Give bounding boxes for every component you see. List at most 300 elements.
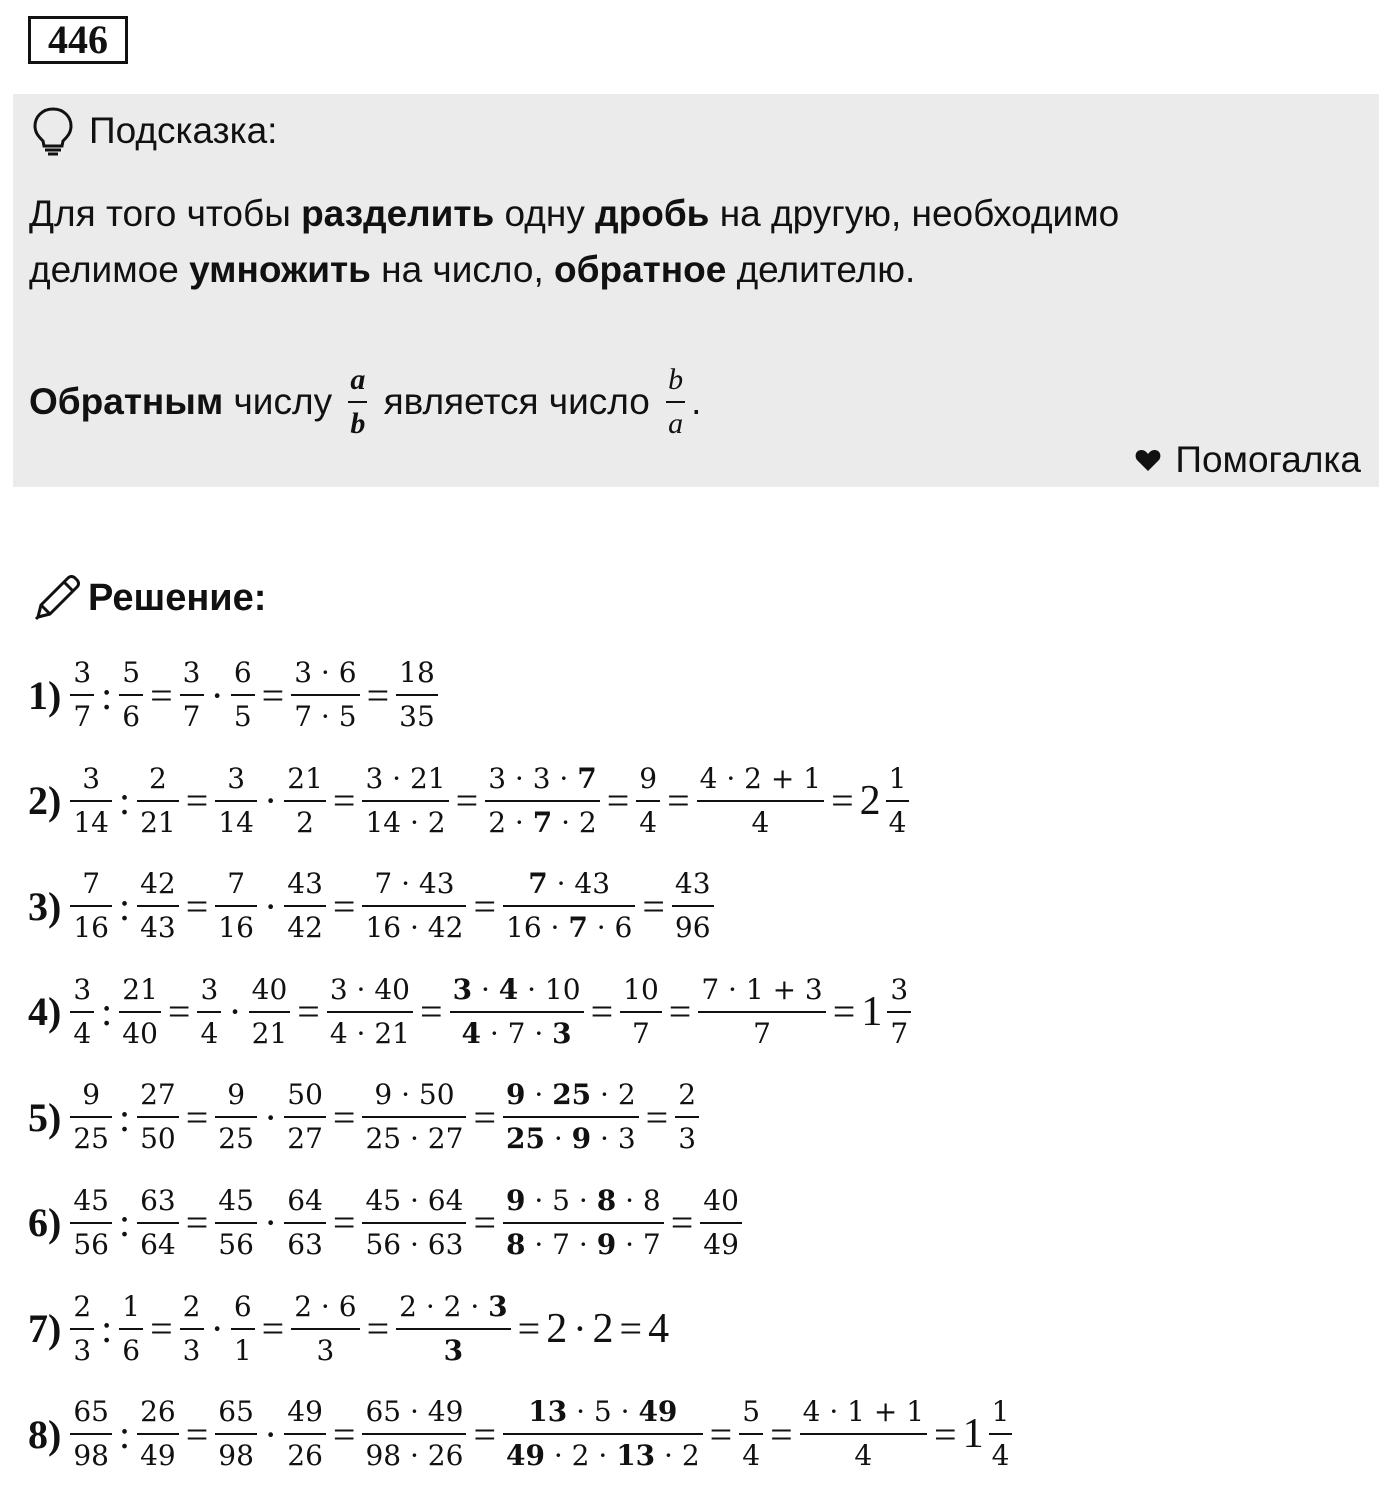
cancelled-factor: 4 [461, 1016, 481, 1050]
fraction-bar [137, 1222, 179, 1224]
cancelled-factor: 7 [577, 761, 597, 795]
fraction [672, 866, 714, 946]
fraction-numerator: 43 [674, 867, 711, 901]
operator: = [366, 672, 390, 718]
fraction-denominator: 4 [200, 1016, 219, 1050]
fraction [396, 1289, 511, 1369]
equation-label: 3) [28, 883, 62, 929]
fraction-bar [231, 694, 255, 696]
operator: = [709, 1411, 733, 1457]
hint-keyword: умножить [189, 249, 371, 290]
solution-title: Решение: [88, 576, 267, 619]
fraction [284, 761, 326, 841]
fraction-numerator: 65 [218, 1395, 254, 1429]
fraction [70, 761, 112, 841]
operator: = [261, 672, 285, 718]
equation-row [28, 1072, 1015, 1162]
operator: · [210, 1306, 224, 1352]
fraction-denominator: 43 [140, 911, 176, 945]
hint-text-segment: одну [494, 193, 596, 234]
fraction-numerator: 13 · 5 · 49 [528, 1395, 678, 1429]
fraction-denominator [441, 1333, 466, 1369]
fraction [137, 1394, 179, 1474]
fraction [70, 655, 94, 735]
fraction-denominator: 98 [73, 1439, 109, 1473]
equation-row [28, 756, 1015, 846]
fraction-bar [800, 1433, 927, 1435]
fraction-denominator: 7 [182, 700, 201, 733]
fraction [215, 1077, 257, 1157]
fraction [70, 972, 94, 1052]
operator: = [150, 672, 173, 718]
operator: = [332, 778, 356, 824]
cancelled-factor: 3 [452, 972, 473, 1006]
fraction-b-over-a [666, 362, 685, 442]
fraction-bar [180, 694, 204, 696]
fraction-numerator: 9 [639, 761, 658, 795]
fraction-denominator: 40 [122, 1016, 158, 1050]
equation-row [28, 1389, 1015, 1479]
operator: = [185, 1200, 209, 1246]
fraction [70, 866, 112, 946]
fraction-bar [284, 1116, 326, 1118]
fraction-numerator: 3 [73, 656, 92, 689]
operator: = [667, 778, 690, 824]
fraction-bar [231, 1328, 255, 1330]
fraction-denominator: 56 [218, 1227, 254, 1261]
fraction-denominator: 3 [182, 1333, 201, 1367]
fraction-numerator: 43 [287, 867, 323, 901]
cancelled-factor: 7 [528, 867, 548, 901]
fraction [70, 1394, 112, 1474]
operator: · [210, 672, 224, 718]
fraction-bar [197, 1011, 221, 1013]
problem-number: 446 [28, 16, 128, 64]
heart-icon [1135, 448, 1161, 472]
fraction-denominator: 4 · 7 · 3 [461, 1016, 572, 1050]
fraction-denominator: 7 [890, 1016, 909, 1050]
reciprocal-word: Обратным [29, 381, 224, 422]
fraction-bar [698, 1011, 825, 1013]
fraction-bar [362, 1433, 466, 1435]
brand-name: Помогалка [1175, 439, 1361, 480]
hint-title: Подсказка: [89, 110, 278, 151]
fraction-denominator: 4 [742, 1439, 761, 1473]
fraction-bar [291, 694, 359, 696]
fraction-denominator: 3 [316, 1333, 335, 1367]
operator: = [185, 778, 209, 824]
fraction-numerator: 3 · 6 [294, 656, 357, 689]
operator: : [118, 778, 131, 824]
fraction-denominator: 64 [140, 1227, 176, 1261]
hint-keyword: дробь [595, 193, 710, 234]
fraction-bar [70, 905, 112, 907]
fraction [362, 1394, 466, 1474]
fraction-denominator: 2 · 7 · 2 [488, 805, 597, 839]
cancelled-factor: 13 [616, 1439, 656, 1473]
fraction-bar [700, 1222, 742, 1224]
fraction-numerator: 1 [888, 761, 907, 795]
fraction-bar [70, 1433, 112, 1435]
fraction-numerator: 21 [122, 972, 158, 1006]
fraction-denominator: 26 [287, 1439, 323, 1473]
fraction-bar [485, 800, 600, 802]
fraction-bar [450, 1011, 584, 1013]
fraction-bar [215, 905, 257, 907]
fraction [396, 655, 438, 735]
fraction-bar [887, 1011, 911, 1013]
cancelled-factor: 8 [506, 1227, 526, 1261]
fraction [362, 761, 448, 841]
operator: = [366, 1306, 390, 1352]
fraction-numerator: 2 · 6 [294, 1289, 357, 1323]
fraction-denominator: 3 [678, 1122, 697, 1156]
operator: = [261, 1306, 285, 1352]
fraction [180, 655, 204, 735]
fraction-numerator: 2 [149, 761, 167, 795]
hint-text-segment: на число, [370, 249, 555, 290]
fraction-denominator: 4 [73, 1016, 92, 1050]
operator: = [606, 778, 630, 824]
fraction [700, 1183, 742, 1263]
fraction-bar [636, 800, 660, 802]
fraction [739, 1394, 763, 1474]
fraction-numerator: 9 [227, 1078, 246, 1112]
fraction-numerator: 1 [991, 1395, 1010, 1429]
cancelled-factor: 13 [528, 1395, 568, 1429]
fraction-denominator: 8 · 7 · 9 · 7 [506, 1227, 661, 1261]
fraction-bar [215, 1433, 257, 1435]
fraction [291, 655, 359, 735]
operator: = [590, 989, 614, 1035]
fraction-numerator: 2 [182, 1289, 201, 1323]
fraction-bar [70, 694, 94, 696]
equation-label: 2) [28, 778, 62, 824]
fraction-bar [675, 1116, 699, 1118]
fraction [485, 761, 600, 841]
equation-label: 5) [28, 1094, 62, 1140]
fraction-denominator: 1 [233, 1333, 252, 1367]
fraction [697, 761, 824, 841]
fraction-denominator: 98 [218, 1439, 254, 1473]
fraction-bar [180, 1328, 204, 1330]
fraction-bar [70, 1116, 112, 1118]
fraction-denominator: 56 [73, 1227, 109, 1261]
hint-paragraph [29, 186, 1349, 298]
operator: = [832, 989, 856, 1035]
fraction-bar [70, 1328, 94, 1330]
lightbulb-icon [31, 106, 75, 156]
fraction [70, 1077, 112, 1157]
cancelled-factor: 3 [443, 1333, 464, 1367]
fraction [215, 866, 257, 946]
fraction-denominator: 4 [639, 805, 658, 839]
fraction-numerator: 65 · 49 [365, 1395, 464, 1429]
fraction-numerator: 6 [233, 1289, 252, 1323]
operator: = [185, 1094, 209, 1140]
fraction-numerator: 9 · 5 · 8 · 8 [506, 1183, 661, 1217]
fraction-denominator: 21 [140, 805, 176, 839]
cancelled-factor: 9 [596, 1227, 617, 1261]
fraction [284, 866, 326, 946]
fraction-numerator: 27 [140, 1078, 176, 1112]
fraction-denominator: 25 · 9 · 3 [506, 1122, 636, 1156]
hint-header [31, 106, 277, 156]
fraction-numerator: 45 [218, 1183, 254, 1217]
fraction [503, 1394, 703, 1474]
fraction [70, 1289, 94, 1369]
fraction-bar [284, 800, 326, 802]
fraction [119, 1289, 143, 1369]
cancelled-factor: 9 [506, 1183, 526, 1217]
fraction-numerator: 40 [703, 1183, 739, 1217]
fraction [197, 972, 221, 1052]
fraction-bar [249, 1011, 291, 1013]
fraction-numerator: 3 · 4 · 10 [452, 972, 581, 1006]
fraction-numerator: 65 [73, 1395, 109, 1429]
equation-row [28, 1284, 1015, 1374]
fraction-numerator: 7 · 43 [528, 867, 611, 901]
operator: = [473, 883, 496, 929]
fraction [503, 1183, 664, 1263]
fraction-numerator: 4 · 2 + 1 [699, 761, 822, 795]
fraction-bar [70, 800, 112, 802]
operator: = [420, 989, 443, 1035]
fraction-denominator: 14 [73, 805, 109, 839]
hint-text-segment: делителю. [726, 249, 916, 290]
fraction-denominator: 4 · 21 [329, 1016, 410, 1050]
fraction-numerator: 9 · 50 [374, 1078, 455, 1112]
fraction-denominator: 5 [233, 700, 252, 733]
fraction [989, 1394, 1013, 1474]
operator: = [642, 883, 665, 929]
fraction-numerator: 7 [227, 867, 246, 901]
fraction-numerator: 3 [82, 761, 101, 795]
fraction-numerator: 18 [399, 656, 435, 689]
fraction-numerator: 40 [251, 972, 288, 1006]
fraction-numerator: 45 · 64 [365, 1183, 464, 1217]
operator: : [101, 1306, 113, 1352]
fraction [70, 1183, 112, 1263]
solution-equations [28, 650, 1015, 1495]
fraction-numerator: 3 [227, 761, 246, 795]
fraction-denominator: 16 · 42 [365, 911, 464, 945]
fraction-bar [503, 1433, 703, 1435]
fraction-numerator: 7 · 1 + 3 [701, 972, 823, 1006]
cancelled-factor: 49 [638, 1395, 678, 1429]
operator: · [263, 1200, 278, 1246]
fraction-numerator: 4 · 1 + 1 [802, 1395, 925, 1429]
fraction [327, 972, 413, 1052]
fraction-denominator: 21 [251, 1016, 288, 1050]
fraction-bar [137, 1116, 179, 1118]
cancelled-factor: 25 [552, 1078, 592, 1112]
operator: = [668, 989, 692, 1035]
fraction [137, 866, 179, 946]
fraction-bar [886, 800, 910, 802]
fraction-denominator: 6 [122, 1333, 141, 1367]
fraction-denominator: 16 [218, 911, 254, 945]
fraction [249, 972, 291, 1052]
fraction-denominator: 50 [140, 1122, 176, 1156]
operator: : [118, 883, 131, 929]
fraction-bar [70, 1222, 112, 1224]
fraction-numerator: a [350, 363, 366, 396]
fraction-denominator: 4 [991, 1439, 1010, 1473]
operator: : [118, 1200, 131, 1246]
fraction [231, 1289, 255, 1369]
whole-number: 2 [546, 1305, 568, 1352]
fraction-numerator: 42 [140, 867, 176, 901]
fraction-denominator: 98 · 26 [365, 1439, 464, 1473]
fraction-bar [362, 905, 466, 907]
operator: = [670, 1200, 694, 1246]
reciprocal-line [29, 362, 701, 442]
fraction-bar [119, 1011, 161, 1013]
brand [1135, 439, 1361, 481]
fraction-numerator: 5 [742, 1395, 761, 1429]
fraction-numerator: 26 [140, 1395, 176, 1429]
fraction-denominator: 7 [632, 1016, 650, 1050]
operator: · [263, 883, 278, 929]
equation-row [28, 861, 1015, 951]
fraction-bar [119, 1328, 143, 1330]
fraction [362, 1077, 466, 1157]
equation-label: 6) [28, 1200, 62, 1246]
fraction-bar [119, 694, 143, 696]
fraction [119, 655, 143, 735]
hint-text-segment: делимое [29, 249, 190, 290]
whole-number: 4 [648, 1305, 670, 1352]
reciprocal-text-1: числу [223, 381, 343, 422]
fraction-numerator: 5 [122, 656, 141, 689]
fraction-numerator: 50 [287, 1078, 323, 1112]
fraction-bar [362, 1222, 466, 1224]
fraction-bar [291, 1328, 359, 1330]
fraction-numerator: 6 [233, 656, 252, 689]
fraction-numerator: 3 [890, 972, 909, 1006]
fraction-denominator: 7 · 5 [294, 700, 357, 733]
fraction [887, 972, 911, 1052]
fraction-denominator: 49 [703, 1227, 739, 1261]
fraction-numerator: 9 [82, 1078, 101, 1112]
fraction [284, 1394, 326, 1474]
fraction-denominator: 16 · 7 · 6 [506, 911, 633, 945]
fraction-numerator: 3 [200, 972, 219, 1006]
fraction-bar [503, 905, 635, 907]
operator: = [831, 778, 854, 824]
fraction [800, 1394, 927, 1474]
fraction-bar [697, 800, 824, 802]
fraction-bar [672, 905, 714, 907]
fraction-bar [620, 1011, 662, 1013]
fraction-numerator: 21 [287, 761, 323, 795]
fraction [215, 761, 257, 841]
fraction [137, 1183, 179, 1263]
cancelled-factor: 9 [506, 1078, 526, 1112]
fraction-denominator: 14 · 2 [365, 805, 446, 839]
fraction-numerator: 7 · 43 [374, 867, 455, 901]
hint-text-segment: на другую, необходимо [709, 193, 1120, 234]
fraction-denominator: 4 [751, 805, 770, 839]
equation-label: 1) [28, 672, 62, 718]
operator: : [118, 1094, 131, 1140]
operator: = [332, 1094, 356, 1140]
fraction-bar [739, 1433, 763, 1435]
operator: · [263, 1411, 278, 1457]
fraction-numerator: 10 [623, 972, 659, 1006]
cancelled-factor: 7 [532, 805, 553, 839]
reciprocal-text-2: является число [373, 381, 661, 422]
fraction-bar [396, 1328, 511, 1330]
fraction-bar [362, 1116, 466, 1118]
operator: : [101, 989, 113, 1035]
operator: = [332, 883, 356, 929]
cancelled-factor: 3 [552, 1016, 572, 1050]
operator: = [455, 778, 479, 824]
operator: = [185, 883, 209, 929]
fraction-a-over-b [348, 362, 367, 442]
fraction [291, 1289, 359, 1369]
fraction-bar [362, 800, 448, 802]
hint-box [13, 94, 1379, 487]
fraction [215, 1183, 257, 1263]
cancelled-factor: 9 [571, 1122, 592, 1156]
fraction-numerator: 64 [287, 1183, 323, 1217]
fraction-bar [284, 905, 326, 907]
fraction-bar [215, 1116, 257, 1118]
equation-row [28, 967, 1015, 1057]
fraction-bar [989, 1433, 1013, 1435]
fraction-bar [327, 1011, 413, 1013]
fraction-denominator: 16 [73, 911, 109, 945]
whole-number: 2 [859, 777, 881, 824]
cancelled-factor: 3 [488, 1289, 508, 1323]
fraction-denominator: 7 [753, 1016, 771, 1050]
fraction [886, 761, 910, 841]
fraction-denominator: a [668, 407, 684, 440]
fraction [675, 1077, 699, 1157]
hint-text-segment: Для того чтобы [29, 193, 302, 234]
equation-label: 8) [28, 1411, 62, 1457]
fraction-numerator: 3 · 3 · 7 [488, 761, 597, 795]
fraction [450, 972, 584, 1052]
fraction-denominator: 35 [399, 700, 435, 733]
fraction-numerator: 2 · 2 · 3 [399, 1289, 508, 1323]
fraction-denominator: 27 [287, 1122, 323, 1156]
fraction [698, 972, 825, 1052]
fraction-denominator: 49 · 2 · 13 · 2 [506, 1439, 700, 1473]
fraction [503, 866, 635, 946]
operator: = [332, 1200, 356, 1246]
fraction [503, 1077, 639, 1157]
operator: = [645, 1094, 669, 1140]
fraction-bar [137, 905, 179, 907]
fraction [180, 1289, 204, 1369]
equation-label: 4) [28, 989, 62, 1035]
operator: : [118, 1411, 131, 1457]
fraction [284, 1077, 326, 1157]
fraction-denominator: 49 [140, 1439, 176, 1473]
fraction-denominator: 25 · 27 [365, 1122, 464, 1156]
fraction-denominator: 2 [296, 805, 314, 839]
whole-number: 2 [592, 1305, 614, 1352]
fraction [362, 1183, 466, 1263]
operator: · [228, 989, 242, 1035]
cancelled-factor: 8 [596, 1183, 617, 1217]
fraction-denominator: 7 [73, 700, 92, 733]
fraction-denominator: 42 [287, 911, 323, 945]
